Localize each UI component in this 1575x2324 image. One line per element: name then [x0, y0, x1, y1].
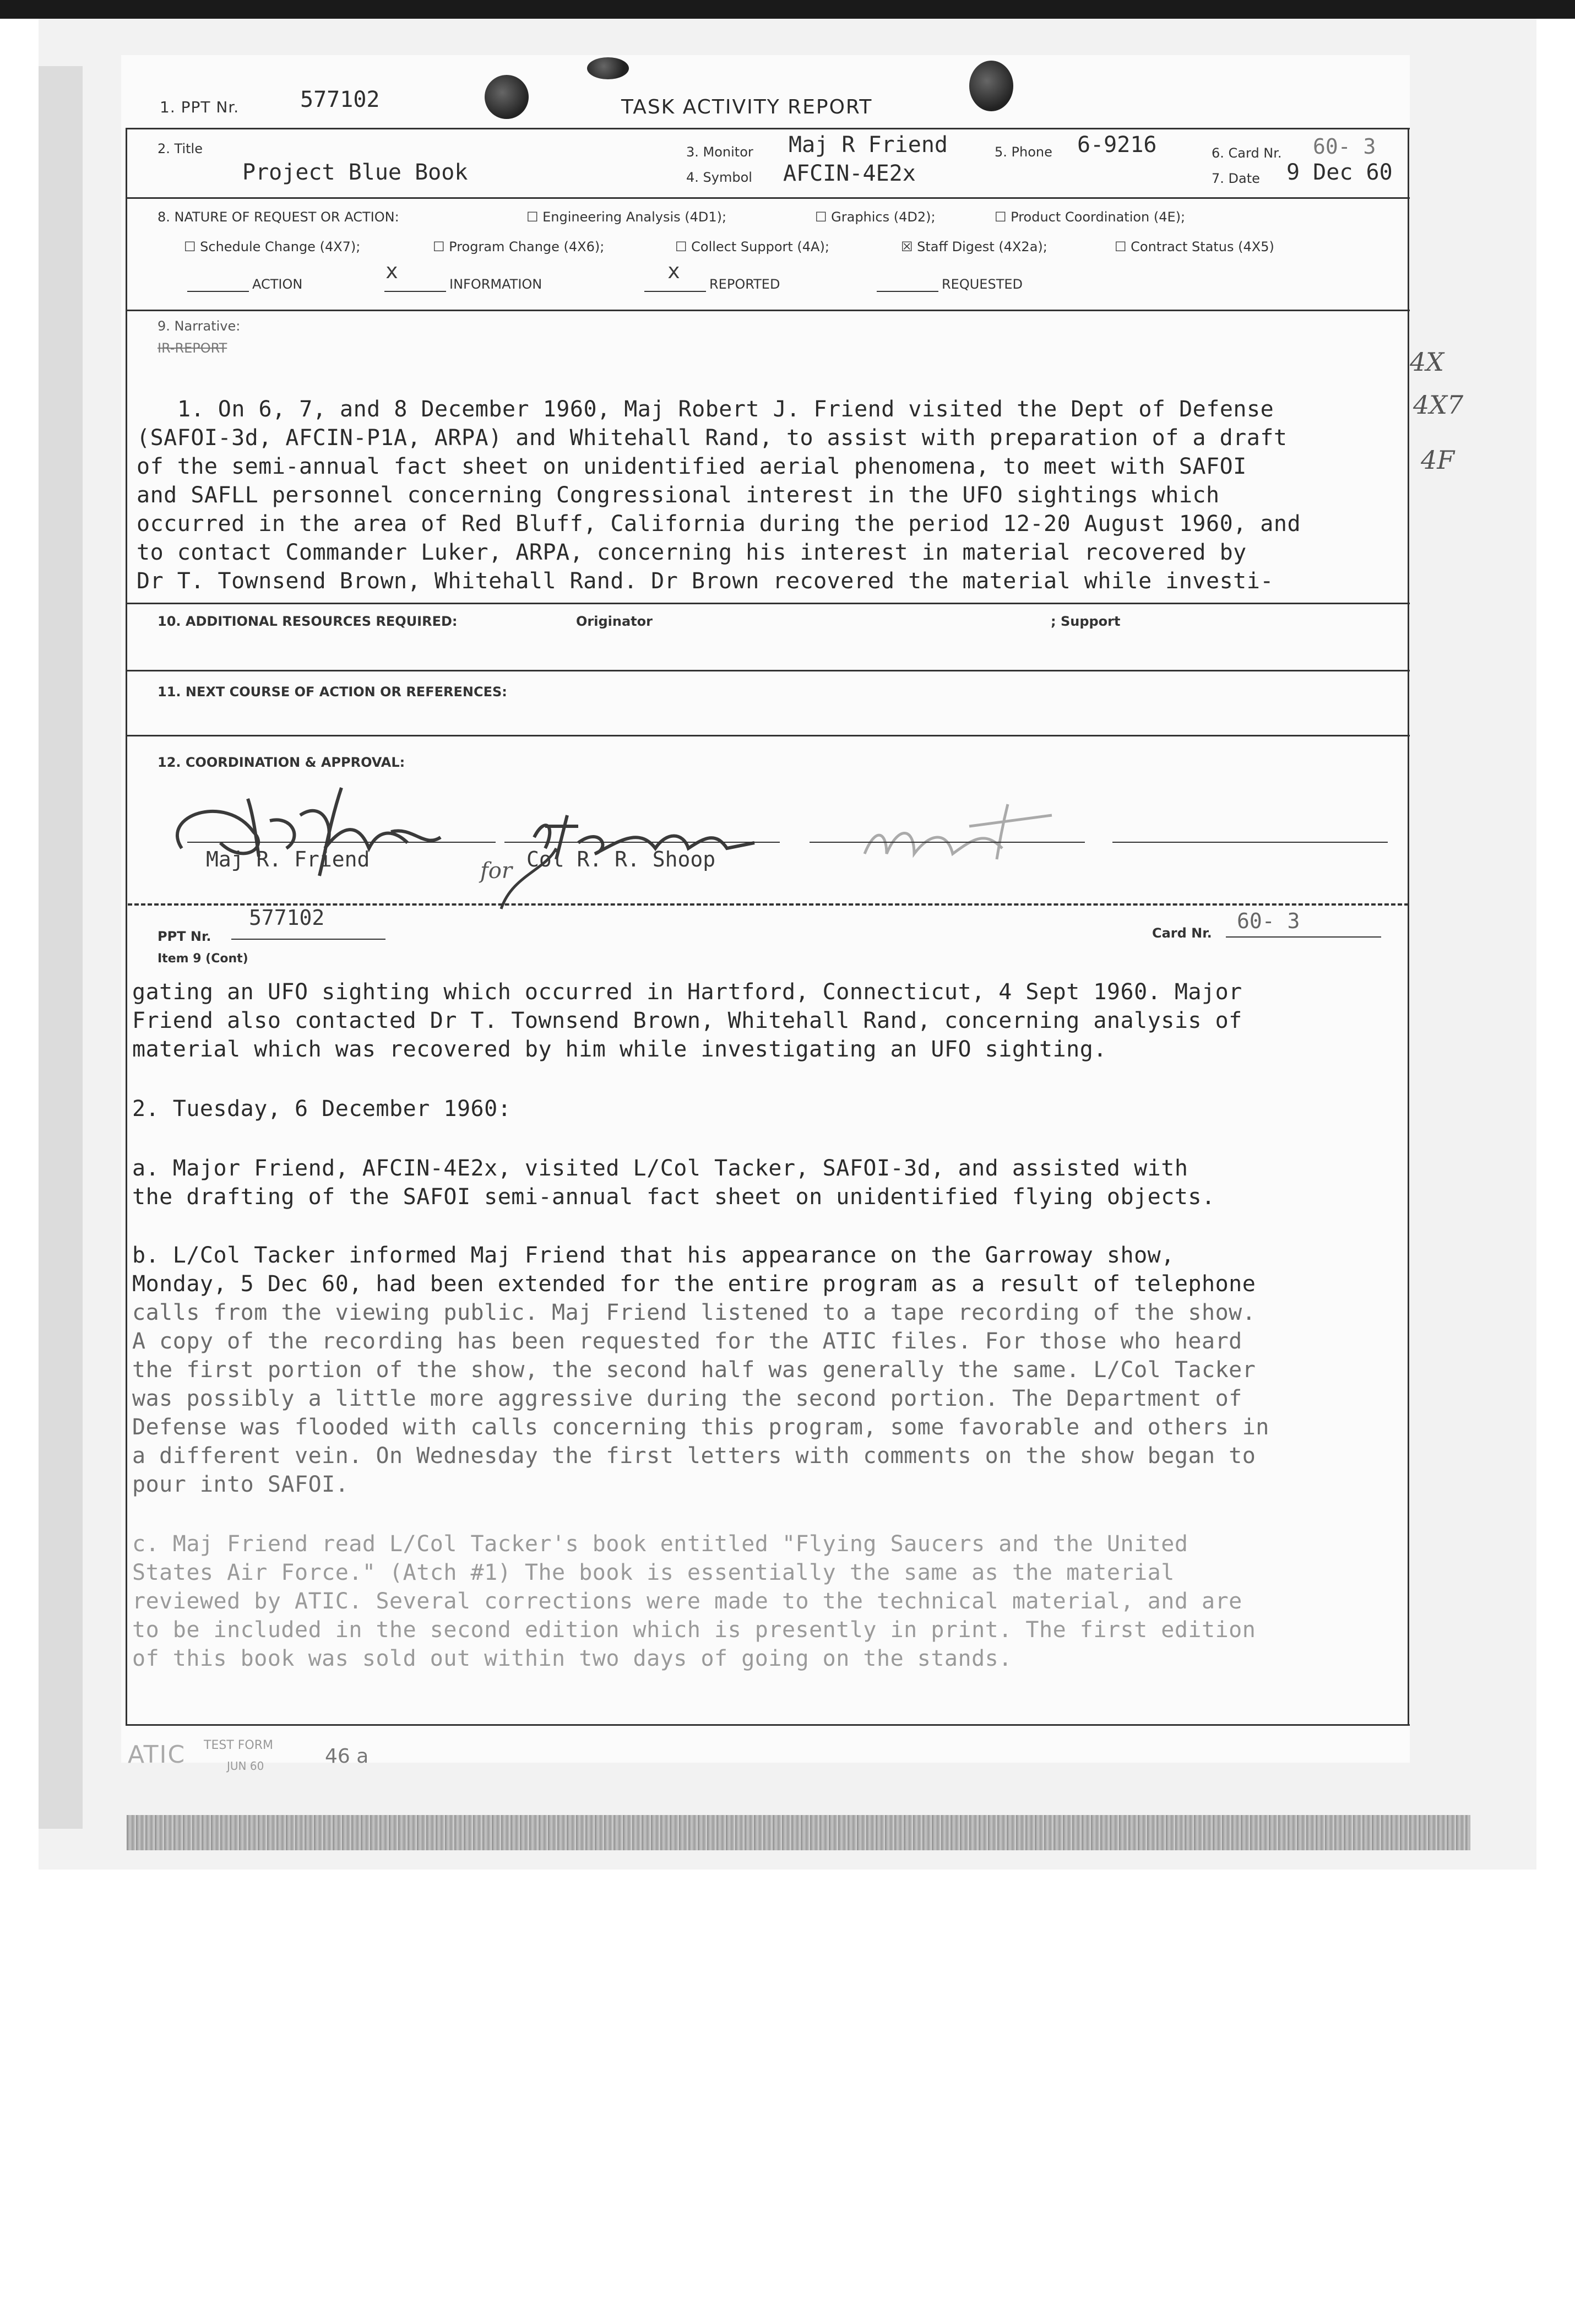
report-title: TASK ACTIVITY REPORT [621, 96, 873, 118]
body-line: Defense was flooded with calls concerning this program, some favorable and others in [132, 1415, 1269, 1440]
next-action-label: 11. NEXT COURSE OF ACTION OR REFERENCES: [158, 684, 507, 700]
card-label: 6. Card Nr. [1212, 145, 1282, 161]
struck-text: IR-REPORT [158, 340, 227, 356]
form-border [126, 197, 1410, 199]
signature-line [1112, 842, 1388, 843]
scan-shadow [39, 66, 83, 1829]
blank-line [644, 291, 706, 292]
scan-bottom-strip [127, 1815, 1470, 1850]
footer-date: JUN 60 [227, 1759, 264, 1773]
cont-card-value: 60- 3 [1237, 909, 1300, 933]
form-border [126, 310, 1410, 311]
signatures [160, 766, 1096, 925]
signature-line [187, 842, 496, 843]
narrative-line: of the semi-annual fact sheet on unidentified aerial phenomena, to meet with SAFOI [137, 454, 1247, 479]
signer-1: Maj R. Friend [206, 847, 370, 871]
action-label: ACTION [252, 277, 303, 292]
nature-option-checked: ☒ Staff Digest (4X2a); [901, 239, 1047, 254]
section-heading: 2. Tuesday, 6 December 1960: [132, 1096, 512, 1122]
body-line: the first portion of the show, the second half was generally the same. L/Col Tacker [132, 1357, 1256, 1383]
information-mark: x [385, 259, 398, 283]
for-mark: for [480, 858, 513, 884]
blank-line [1226, 936, 1381, 938]
nature-option: ☐ Graphics (4D2); [815, 209, 936, 225]
date-value: 9 Dec 60 [1286, 160, 1393, 185]
symbol-value: AFCIN-4E2x [783, 161, 916, 186]
title-value: Project Blue Book [242, 160, 468, 185]
form-border [126, 735, 1410, 736]
nature-option: ☐ Engineering Analysis (4D1); [526, 209, 727, 225]
body-line: States Air Force." (Atch #1) The book is essentially the same as the material [132, 1560, 1175, 1585]
information-label: INFORMATION [449, 277, 542, 292]
signature-line [504, 842, 780, 843]
ppt-number: 577102 [300, 87, 380, 112]
nature-option: ☐ Collect Support (4A); [675, 239, 829, 254]
margin-note: 4F [1421, 445, 1455, 475]
body-line: was possibly a little more aggressive during the second portion. The Department of [132, 1386, 1242, 1411]
punch-hole [485, 75, 529, 119]
title-label: 2. Title [158, 141, 203, 156]
scan-top-edge [0, 0, 1575, 19]
signer-2: Col R. R. Shoop [526, 847, 716, 871]
narrative-line: Dr T. Townsend Brown, Whitehall Rand. Dr Brown recovered the material while investi- [137, 568, 1274, 594]
form-border [126, 128, 1410, 129]
form-border [126, 128, 127, 1725]
body-line: b. L/Col Tacker informed Maj Friend that his appearance on the Garroway show, [132, 1243, 1175, 1268]
punch-hole [587, 57, 629, 79]
body-line: gating an UFO sighting which occurred in Hartford, Connecticut, 4 Sept 1960. Major [132, 979, 1242, 1005]
margin-note: 4X7 [1413, 390, 1464, 420]
form-border [1408, 128, 1409, 1725]
monitor-label: 3. Monitor [686, 144, 753, 160]
card-value: 60- 3 [1313, 134, 1376, 159]
phone-label: 5. Phone [995, 144, 1052, 160]
footer-form-number: 46 a [325, 1745, 369, 1768]
requested-label: REQUESTED [942, 277, 1023, 292]
signature-line [810, 842, 1085, 843]
blank-line [231, 939, 385, 940]
cont-card-label: Card Nr. [1152, 925, 1212, 941]
originator-label: Originator [576, 614, 653, 629]
body-line: pour into SAFOI. [132, 1472, 349, 1497]
coordination-label: 12. COORDINATION & APPROVAL: [158, 755, 405, 770]
footer-atic: ATIC [128, 1741, 186, 1769]
punch-hole [969, 61, 1013, 111]
narrative-label: 9. Narrative: [158, 318, 241, 334]
cont-ppt-label: PPT Nr. [158, 929, 211, 944]
blank-line [384, 291, 446, 292]
narrative-line: 1. On 6, 7, and 8 December 1960, Maj Robert J. Friend visited the Dept of Defense [177, 397, 1274, 422]
nature-option: ☐ Product Coordination (4E); [995, 209, 1186, 225]
nature-option: ☐ Contract Status (4X5) [1115, 239, 1274, 254]
body-line: to be included in the second edition which is presently in print. The first edition [132, 1617, 1256, 1643]
body-line: material which was recovered by him while investigating an UFO sighting. [132, 1037, 1107, 1062]
body-line: A copy of the recording has been requested for the ATIC files. For those who heard [132, 1329, 1242, 1354]
symbol-label: 4. Symbol [686, 170, 752, 185]
narrative-line: and SAFLL personnel concerning Congressional interest in the UFO sightings which [137, 483, 1220, 508]
form-border [126, 603, 1410, 604]
body-line: a different vein. On Wednesday the first letters with comments on the show began to [132, 1443, 1256, 1469]
cont-ppt-number: 577102 [249, 906, 325, 930]
body-line: Monday, 5 Dec 60, had been extended for the entire program as a result of telephone [132, 1271, 1256, 1297]
form-border [126, 670, 1410, 671]
monitor-value: Maj R Friend [789, 132, 948, 158]
form-border [126, 1724, 1410, 1726]
body-line: c. Maj Friend read L/Col Tacker's book entitled "Flying Saucers and the United [132, 1531, 1188, 1557]
blank-line [187, 291, 249, 292]
body-line: a. Major Friend, AFCIN-4E2x, visited L/Col Tacker, SAFOI-3d, and assisted with [132, 1156, 1188, 1181]
body-line: Friend also contacted Dr T. Townsend Brown, Whitehall Rand, concerning analysis of [132, 1008, 1242, 1033]
support-label: ; Support [1051, 614, 1121, 629]
margin-note: 4X [1410, 347, 1444, 377]
item-label: Item 9 (Cont) [158, 952, 248, 966]
date-label: 7. Date [1212, 171, 1260, 186]
nature-label: 8. NATURE OF REQUEST OR ACTION: [158, 209, 399, 225]
narrative-line: (SAFOI-3d, AFCIN-P1A, ARPA) and Whitehall Rand, to assist with preparation of a draft [137, 425, 1288, 451]
nature-option: ☐ Program Change (4X6); [433, 239, 605, 254]
body-line: the drafting of the SAFOI semi-annual fact sheet on unidentified flying objects. [132, 1184, 1215, 1210]
body-line: reviewed by ATIC. Several corrections were made to the technical material, and are [132, 1589, 1242, 1614]
ppt-label: 1. PPT Nr. [160, 98, 240, 116]
narrative-line: to contact Commander Luker, ARPA, concerning his interest in material recovered by [137, 540, 1247, 565]
narrative-line: occurred in the area of Red Bluff, California during the period 12-20 August 1960, and [137, 511, 1301, 537]
reported-mark: x [667, 259, 680, 283]
body-line: calls from the viewing public. Maj Friend listened to a tape recording of the show. [132, 1300, 1256, 1325]
blank-line [877, 291, 938, 292]
body-line: of this book was sold out within two days of going on the stands. [132, 1646, 1012, 1671]
footer-test-form: TEST FORM [204, 1738, 273, 1752]
resources-label: 10. ADDITIONAL RESOURCES REQUIRED: [158, 614, 458, 629]
phone-value: 6-9216 [1077, 132, 1157, 158]
reported-label: REPORTED [709, 277, 780, 292]
nature-option: ☐ Schedule Change (4X7); [184, 239, 361, 254]
